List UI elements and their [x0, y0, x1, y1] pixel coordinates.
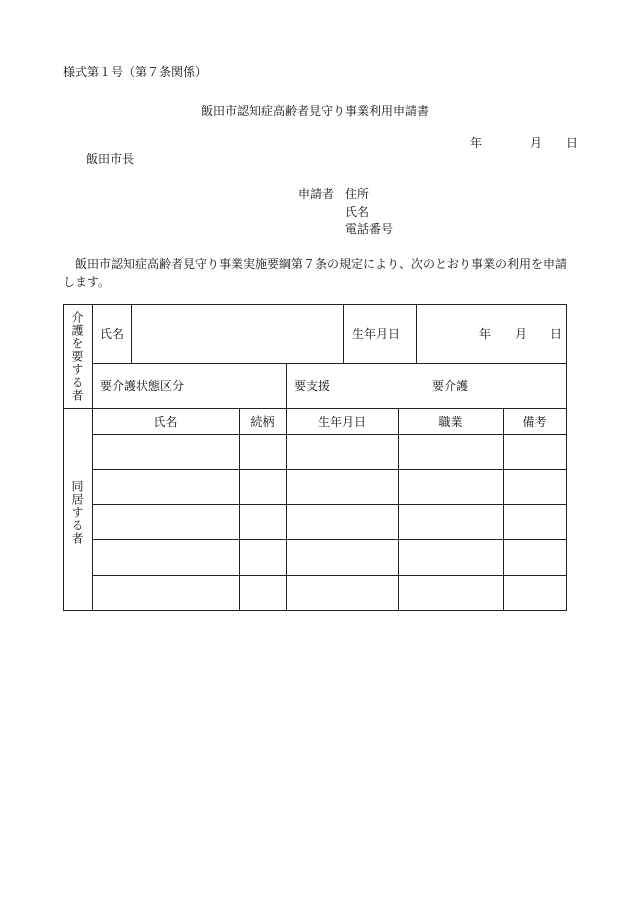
household-col-birthdate: 生年月日	[317, 415, 366, 429]
document-title: 飯田市認知症高齢者見守り事業利用申請書	[200, 104, 429, 118]
table-border-left	[63, 304, 64, 611]
section-divider	[63, 408, 567, 409]
applicant-name-label: 氏名	[345, 205, 370, 219]
household-col-remarks: 備考	[522, 415, 547, 429]
care-care-option: 要介護	[432, 379, 469, 393]
household-col-name: 氏名	[153, 415, 178, 429]
household-row[interactable]	[92, 435, 566, 469]
care-section-heading: 介護を要する者	[70, 311, 84, 402]
household-row[interactable]	[92, 540, 566, 575]
applicant-address-label: 住所	[345, 187, 370, 201]
household-section-heading: 同居する者	[70, 480, 84, 545]
household-row[interactable]	[92, 576, 566, 610]
household-col-occupation: 職業	[438, 415, 463, 429]
care-birthdate-divider	[416, 304, 417, 363]
household-col-relationship: 続柄	[250, 415, 275, 429]
household-row[interactable]	[92, 470, 566, 504]
care-birthdate-month: 月	[515, 327, 528, 341]
applicant-label: 申請者	[298, 187, 335, 201]
addressee: 飯田市長	[86, 152, 135, 166]
care-name-field[interactable]	[132, 305, 343, 363]
care-row-divider	[92, 363, 566, 364]
application-body-text: 飯田市認知症高齢者見守り事業実施要綱第７条の規定により、次のとおり事業の利用を申請します。	[63, 257, 568, 289]
applicant-phone-label: 電話番号	[345, 222, 394, 236]
care-birthdate-year: 年	[479, 327, 492, 341]
application-date	[470, 136, 578, 150]
care-birthdate-label: 生年月日	[352, 327, 401, 341]
date-month-label: 月	[530, 136, 543, 150]
date-day-label: 日	[566, 136, 579, 150]
care-name-label: 氏名	[100, 327, 125, 341]
date-year-label: 年	[470, 136, 483, 150]
care-support-option: 要支援	[294, 379, 331, 393]
care-name-end-divider	[343, 304, 344, 363]
care-birthdate-day: 日	[550, 327, 563, 341]
care-level-label: 要介護状態区分	[100, 379, 185, 393]
household-row[interactable]	[92, 505, 566, 539]
form-number: 様式第１号（第７条関係）	[63, 65, 208, 79]
table-border-right	[566, 304, 567, 611]
care-level-divider	[286, 363, 287, 408]
table-border-bottom	[63, 610, 567, 611]
